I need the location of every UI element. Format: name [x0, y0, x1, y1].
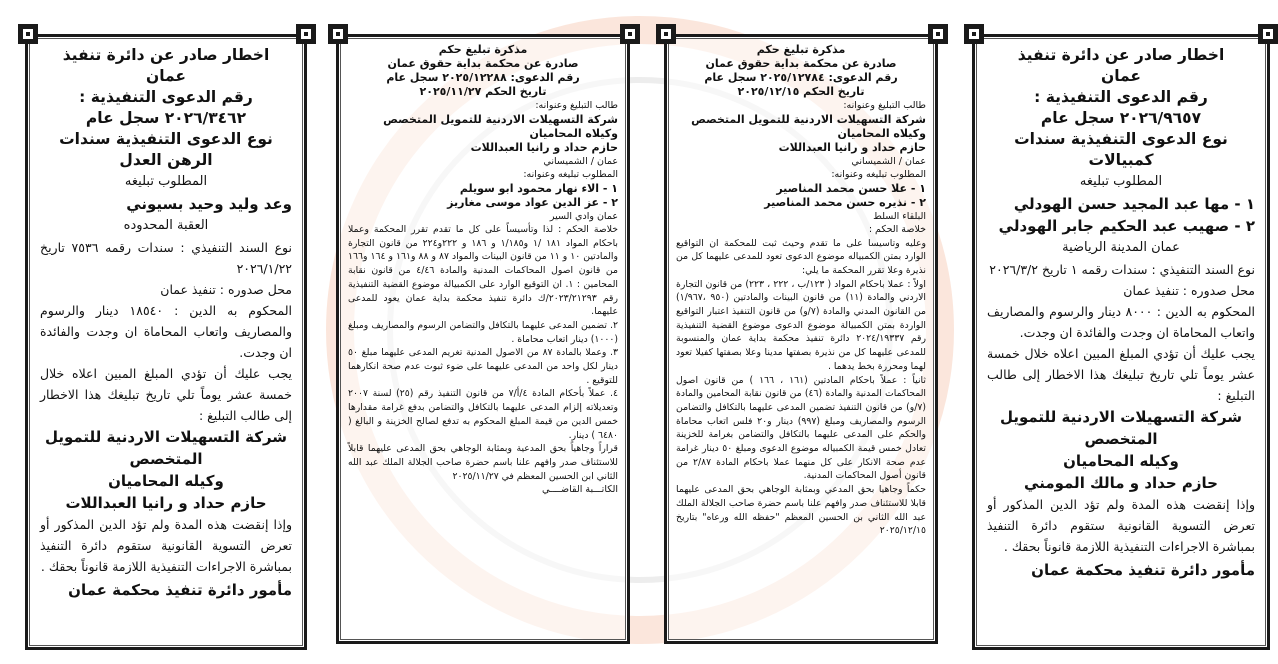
header-line: صادرة عن محكمة بداية حقوق عمان [705, 57, 897, 70]
required-label: المطلوب تبليغه وعنوانه: [523, 169, 618, 180]
party-address: عمان المدينة الرياضية [1062, 240, 1180, 255]
paragraph: ٢. تضمين المدعى عليهما بالتكافل والتضامن الرسوم والمصاريف ومبلغ (١٠٠٠) دينار اتعاب محاماة . [348, 319, 618, 345]
creditor-line: المتخصص [1084, 430, 1158, 448]
notice-execution-alert-1 [972, 34, 1270, 650]
party-address: عمان وادي السير [549, 210, 618, 222]
notice-judgment-3 [336, 34, 630, 644]
requester-line: شركة التسهيلات الاردنية للتمويل المتخصص [383, 112, 618, 126]
paragraph: قراراً وجاهياً بحق المدعية وبمثابة الوجاهي بحق المدعى عليهما قابلاً للاستئناف صدر وافهم علنا باسم حضرة صاحب الجلالة الملك عبد الله الثاني ابن الحسين المعظم في ٢٠٢٥/١١/٢٧ [348, 443, 618, 482]
paragraph: نوع السند التنفيذي : سندات رقمه ١ تاريخ ٢٠٢٦/٣/٢ [989, 262, 1255, 277]
header-line: رقم الدعوى التنفيذية : [1034, 88, 1208, 106]
corner-ornament-icon [296, 24, 316, 44]
creditor-line: حازم حداد و رانيا العبداللات [65, 494, 267, 512]
party-name: ٢ - عز الدين عواد موسى مغاريز [447, 195, 618, 209]
requester-address: عمان / الشميساني [851, 155, 926, 167]
header-line: عمان [1100, 67, 1142, 85]
corner-ornament-icon [964, 24, 984, 44]
header-line: رقم الدعوى: ٢٠٢٥/١٢٧٨٤ سجل عام [704, 71, 898, 84]
party-name: ٢ - نذيره حسن محمد المناصير [764, 195, 926, 209]
creditor-line: المتخصص [129, 450, 203, 468]
party-address: العقبة المحدوده [123, 218, 209, 233]
header-line: تاريخ الحكم ٢٠٢٥/١١/٢٧ [419, 85, 547, 98]
header-line: عمان [145, 67, 187, 85]
paragraph: المحكوم به الدين : ٨٠٠٠ دينار والرسوم والمصاريف واتعاب المحاماة ان وجدت والفائدة ان وجدت. [987, 304, 1255, 340]
creditor-line: وكيله المحاميان [1063, 452, 1179, 470]
header-line: مذكرة تبليغ حكم [756, 43, 846, 56]
requester-line: حازم حداد و رانيا العبداللات [778, 140, 926, 154]
header-line: نوع الدعوى التنفيذية سندات كمبيالات [1014, 130, 1228, 169]
party-name: ١ - مها عبد المجيد حسن الهودلي [1013, 195, 1255, 213]
notice-execution-alert-4 [25, 34, 307, 650]
required-label: المطلوب تبليغه وعنوانه: [831, 169, 926, 180]
header-line: ٢٠٢٦/٣٤٦٢ سجل عام [85, 109, 247, 127]
paragraph: ٤. عملاً بأحكام المادة ٤/أ/٧ من قانون التنفيذ رقم (٢٥) لسنة ٢٠٠٧ وتعديلاته إلزام المدعى عليهما بالتكافل والتضامن بدفع غرامة مقدارها خمس الدين من قيمة المبلغ المحكوم به تدفع لصالح الخزينة و البالغ ( ٦٤٨٠ ) دينار. [348, 388, 618, 441]
header-line: اخطار صادر عن دائرة تنفيذ [62, 46, 270, 64]
paragraph: ثانياً : عملاً باحكام المادتين (١٦١ ، ١٦٦ ) من قانون اصول المحاكمات المدنية والمادة (٤٦) من قانون نقابة المحامين والمادة (٧/و) من قانون التنفيذ تضمين المدعى عليهما بالتكافل والتضامن الرسوم والمصاريف ومبلغ (٩٩٧) دينار و٢٠ فلس اتعاب محاماة والحكم على المدعى عليهما بالتكافل والتضامن بغرامة للخزينة تعادل خمس قيمة الكمبياله موضوع الدعوى ومبلغ ٥٠ دينار غرامة عدم صحة الانكار على كل منهما عملا باحكام المادة ٢/٨٧ من قانون أصول المحاكمات المدنية. [676, 374, 926, 482]
party-address: البلقاء السلط [873, 210, 926, 222]
notice-judgment-2 [664, 34, 938, 644]
signature: مأمور دائرة تنفيذ محكمة عمان [1031, 561, 1255, 579]
creditor-line: حازم حداد و مالك المومني [1024, 474, 1218, 492]
paragraph: وعليه وتاسيسا على ما تقدم وحيث ثبت للمحكمة ان التواقيع الوارد بمتن الكمبياله موضوع الدعوى تعود للمدعى عليهما كل من نذيرة وعلا تقرر المحكمة ما يلي: [676, 237, 926, 276]
paragraph: المحكوم به الدين : ١٨٥٤٠ دينار والرسوم والمصاريف واتعاب المحاماة ان وجدت والفائدة ان وجدت. [40, 303, 292, 360]
header-line: رقم الدعوى التنفيذية : [79, 88, 253, 106]
corner-ornament-icon [18, 24, 38, 44]
header-line: رقم الدعوى: ٢٠٢٥/١٢٢٨٨ سجل عام [386, 71, 580, 84]
paragraph: خلاصة الحكم : لذا وتأسيساً على كل ما تقدم تقرر المحكمة وعملا باحكام المواد ١٨١ /١ و١/١٨٥ و ١٨٦ و ٢٢٢و٢٢٤ من قانون التجارة والمادتين ١٠ و ١١ من قانون البينات والمواد ٨٧ و ٨٨ و١٦١ و ١٦٤ و١٦٦ من قانون اصول المحاكمات المدنية والمادة ٤/٤٦ من قانون نقابة المحامين : ١. ان التوقيع الوارد على الكمبيالة موضوع القضية التنفيذية رقم ٢٠٢٣/٢١٢٩٣/ك دائرة تنفيذ محكمة بداية عمان يعود للمدعى عليهما. [348, 224, 619, 318]
closing-paragraph: وإذا إنقضت هذه المدة ولم تؤد الدين المذكور أو تعرض التسوية القانونية ستقوم دائرة التنفيذ بمباشرة الاجراءات التنفيذية اللازمة قانوناً بحقك . [987, 497, 1255, 554]
party-name: ١ - الاء نهار محمود ابو سويلم [459, 181, 618, 195]
paragraph: ٣. وعملا بالمادة ٨٧ من الاصول المدنية تغريم المدعى عليهما مبلغ ٥٠ دينار لكل واحد من المدعى عليهما على ضوء ثبوت عدم صحة انكارهما للتوقيع . [348, 347, 618, 386]
paragraph: نوع السند التنفيذي : سندات رقمه ٧٥٣٦ تاريخ ٢٠٢٦/١/٢٢ [40, 240, 292, 276]
requester-line: شركة التسهيلات الاردنية للتمويل المتخصص [691, 112, 926, 126]
header-line: صادرة عن محكمة بداية حقوق عمان [387, 57, 579, 70]
corner-ornament-icon [620, 24, 640, 44]
paragraph: محل صدوره : تنفيذ عمان [160, 282, 292, 297]
corner-ornament-icon [1258, 24, 1278, 44]
required-label: المطلوب تبليغه [124, 174, 208, 189]
corner-ornament-icon [328, 24, 348, 44]
corner-ornament-icon [656, 24, 676, 44]
requester-address: عمان / الشميساني [543, 155, 618, 167]
header-line: نوع الدعوى التنفيذية سندات الرهن العدل [59, 130, 273, 169]
header-line: اخطار صادر عن دائرة تنفيذ [1017, 46, 1225, 64]
paragraph: يجب عليك أن تؤدي المبلغ المبين اعلاه خلال خمسة عشر يوماً تلي تاريخ تبليغك هذا الاخطار إلى طالب التبليغ : [40, 366, 292, 423]
creditor-line: شركة التسهيلات الاردنية للتمويل [44, 428, 288, 446]
paragraph: محل صدوره : تنفيذ عمان [1123, 283, 1255, 298]
requester-line: وكيلاه المحاميان [529, 126, 618, 140]
header-line: ٢٠٢٦/٩٦٥٧ سجل عام [1040, 109, 1202, 127]
creditor-line: شركة التسهيلات الاردنية للتمويل [999, 408, 1243, 426]
party-name: ٢ - صهيب عبد الحكيم جابر الهودلي [998, 217, 1255, 235]
party-name: وعد وليد وحيد بسيوني [126, 195, 292, 213]
required-label: المطلوب تبليغه [1079, 174, 1163, 189]
closing-paragraph: وإذا إنقضت هذه المدة ولم تؤد الدين المذكور أو تعرض التسوية القانونية ستقوم دائرة التنفيذ بمباشرة الاجراءات التنفيذية اللازمة قانوناً بحقك . [40, 517, 292, 574]
corner-ornament-icon [928, 24, 948, 44]
requester-label: طالب التبليغ وعنوانه: [535, 100, 618, 111]
creditor-line: وكيله المحاميان [108, 472, 224, 490]
party-name: ١ - علا حسن محمد المناصير [776, 181, 926, 195]
header-line: تاريخ الحكم ٢٠٢٥/١٢/١٥ [737, 85, 865, 98]
header-line: مذكرة تبليغ حكم [438, 43, 528, 56]
summary-label: خلاصة الحكم : [868, 224, 926, 235]
paragraph: حكماً وجاهيا بحق المدعي وبمثابة الوجاهي بحق المدعى عليهما قابلا للاستئناف صدر وافهم علنا باسم حضرة صاحب الجلالة الملك عبد الله الثاني بن الحسين المعظم "حفظه الله ورعاه" بتاريخ ٢٠٢٥/١٢/١٥ [676, 484, 926, 537]
requester-label: طالب التبليغ وعنوانه: [843, 100, 926, 111]
signature: مأمور دائرة تنفيذ محكمة عمان [68, 581, 292, 599]
paragraph: اولاً : عملا باحكام المواد ( ١٢٣/ب ، ٢٢٢ ، ٢٢٣) من قانون التجارة الاردني والمادة (١١) من قانون البينات والمادتين (٩٥٠ ،١/٩٦٧) من القانون المدني والمادة (٧/و) من قانون التنفيذ اعتبار التواقيع الواردة بمتن الكمبيالة موضوع الدعوى موضوع القضية التنفيذية رقم ٢٠٢٤/١٩٣٣٧ دائرة تنفيذ محكمة بداية عمان والمنسوبة للمدعى عليهما كل من نذيرة بصفتها مدينا وعلا بصفتها كفيلا تعود لهما ومحررة بخط يدهما . [676, 278, 927, 372]
requester-line: وكيلاه المحاميان [837, 126, 926, 140]
signature: الكاتـــبة القاضــــي [542, 484, 618, 496]
requester-line: حازم حداد و رانيا العبداللات [470, 140, 618, 154]
paragraph: يجب عليك أن تؤدي المبلغ المبين اعلاه خلال خمسة عشر يوماً تلي تاريخ تبليغك هذا الاخطار إلى طالب التبليغ : [987, 346, 1255, 403]
